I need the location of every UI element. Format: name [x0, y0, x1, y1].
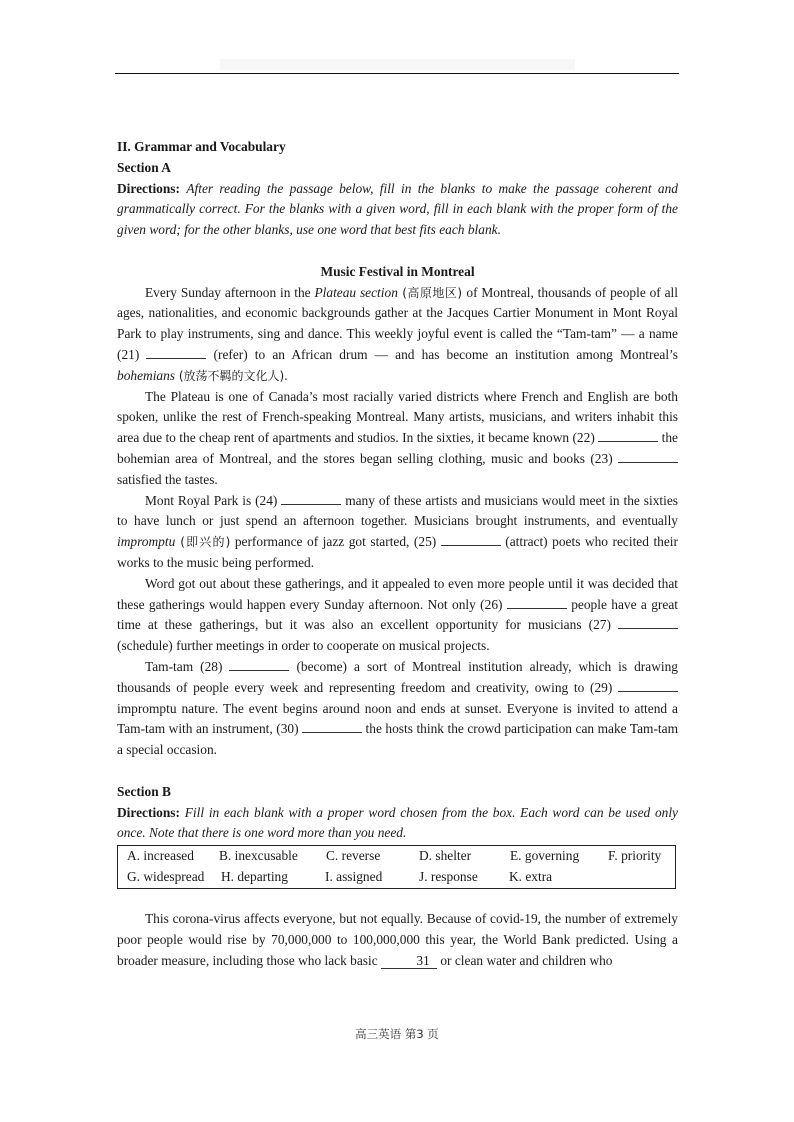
header-rule [115, 73, 679, 74]
header-placeholder-bar [220, 59, 575, 70]
blank-28[interactable] [229, 658, 289, 671]
italic-term: impromptu [117, 534, 176, 550]
text: satisfied the tastes. [117, 471, 218, 487]
directions-text: Fill in each blank with a proper word chosen from the box. Each word can be used only once. Note that there is one word more than you need. [117, 804, 678, 841]
word-bank-row-2 [118, 867, 675, 888]
word-option-c: C. reverse [326, 848, 381, 864]
blank-23[interactable] [618, 450, 678, 463]
word-option-a: A. increased [127, 848, 194, 864]
text: (schedule) further meetings in order to cooperate on musical projects. [117, 638, 490, 654]
section-a-title: Section A [117, 159, 171, 175]
word-bank-row-1 [118, 846, 675, 867]
blank-22[interactable] [598, 429, 658, 442]
directions-label: Directions: [117, 180, 180, 196]
passage-paragraph-3 [117, 491, 678, 574]
blank-30[interactable] [302, 720, 362, 733]
text: impromptu nature. The event begins around noon and ends at sunset. Everyone is invited to attend a Tam-tam with an instrument, (30) [117, 700, 678, 737]
word-option-e: E. governing [510, 848, 580, 864]
blank-26[interactable] [507, 596, 567, 609]
directions-text: After reading the passage below, fill in the blanks to make the passage coherent and grammatically correct. For the blanks with a given word, fill in each blank with the proper form of the given word; for the other blanks, use one word that best fits each blank. [117, 180, 678, 238]
text: The Plateau is one of Canada’s most racially varied districts where French and English are both spoken, unlike the rest of French-speaking Montreal. Many artists, musicians, and writers inhabit this area due to the cheap rent of apartments and studios. In the sixties, it became known (22) [117, 388, 678, 446]
cjk-gloss: (即兴的) [175, 535, 231, 550]
word-bank-box [117, 845, 676, 889]
text: of Montreal, thousands of people of all ages, nationalities, and economic backgrounds gather at the Jacques Cartier Monument in Mont Royal Park to play instruments, sing and dance. This weekly joyful event is called the “Tam-tam” — a name (21) [117, 284, 679, 362]
section-b-directions [117, 803, 678, 845]
page-footer: 高三英语 第3 页 [355, 1027, 439, 1041]
blank-21[interactable] [146, 346, 206, 359]
section-b-paragraph-1 [117, 909, 678, 971]
section-a-directions [117, 179, 678, 241]
italic-term: Plateau section [314, 284, 398, 300]
italic-term: bohemians [117, 367, 176, 383]
section-b-title: Section B [117, 783, 171, 799]
text: Word got out about these gatherings, and it appealed to even more people until it was decided that these gatherings would happen every Sunday afternoon. Not only (26) [117, 575, 678, 612]
text: people have a great time at these gatherings, but it was also an excellent opportunity for musicians (27) [117, 596, 678, 633]
blank-25[interactable] [441, 533, 501, 546]
section-heading: II. Grammar and Vocabulary [117, 139, 286, 154]
text: (attract) poets who recited their works to the music being performed. [117, 534, 678, 570]
text: performance of jazz got started, (25) [230, 534, 441, 550]
passage-title: Music Festival in Montreal [320, 263, 475, 279]
word-option-d: D. shelter [419, 848, 472, 864]
word-option-f: F. priority [608, 848, 662, 864]
passage-paragraph-4 [117, 574, 678, 657]
text: Every Sunday afternoon in the [145, 284, 315, 300]
text: many of these artists and musicians would meet in the sixties to have lunch or just spend an afternoon together. Musicians brought instruments, and eventually [117, 492, 678, 529]
text: or clean water and children who [437, 953, 613, 969]
text: the hosts think the crowd participation can make Tam-tam a special occasion. [117, 721, 678, 758]
text: . [284, 367, 288, 383]
passage-paragraph-2 [117, 387, 678, 491]
passage-paragraph-5 [117, 657, 678, 761]
blank-27[interactable] [618, 616, 678, 629]
word-option-i: I. assigned [325, 868, 383, 884]
word-option-g: G. widespread [127, 868, 205, 884]
cjk-gloss: (放荡不羁的文化人) [175, 368, 285, 383]
page-content [117, 137, 678, 972]
blank-29[interactable] [618, 679, 678, 692]
blank-24[interactable] [281, 492, 341, 505]
directions-label: Directions: [117, 804, 180, 820]
cjk-gloss: (高原地区) [397, 285, 467, 300]
text: the bohemian area of Montreal, and the stores began selling clothing, music and books (23) [117, 430, 678, 466]
passage-paragraph-1 [117, 283, 678, 387]
word-option-h: H. departing [221, 868, 288, 884]
text: (refer) to an African drum — and has become an institution among Montreal’s [206, 346, 678, 362]
text: Mont Royal Park is (24) [145, 492, 282, 508]
text: This corona-virus affects everyone, but not equally. Because of covid-19, the number of extremely poor people would rise by 70,000,000 to 100,000,000 this year, the World Bank predicted. Using a broader measure, including those who lack basic [117, 911, 678, 969]
text: (become) a sort of Montreal institution already, which is drawing thousands of people every week and representing freedom and creativity, owing to (29) [117, 658, 678, 695]
word-option-k: K. extra [509, 868, 553, 884]
blank-31[interactable]: 31 [381, 954, 437, 969]
word-option-j: J. response [419, 868, 478, 884]
word-option-b: B. inexcusable [219, 848, 298, 864]
text: Tam-tam (28) [145, 658, 230, 674]
